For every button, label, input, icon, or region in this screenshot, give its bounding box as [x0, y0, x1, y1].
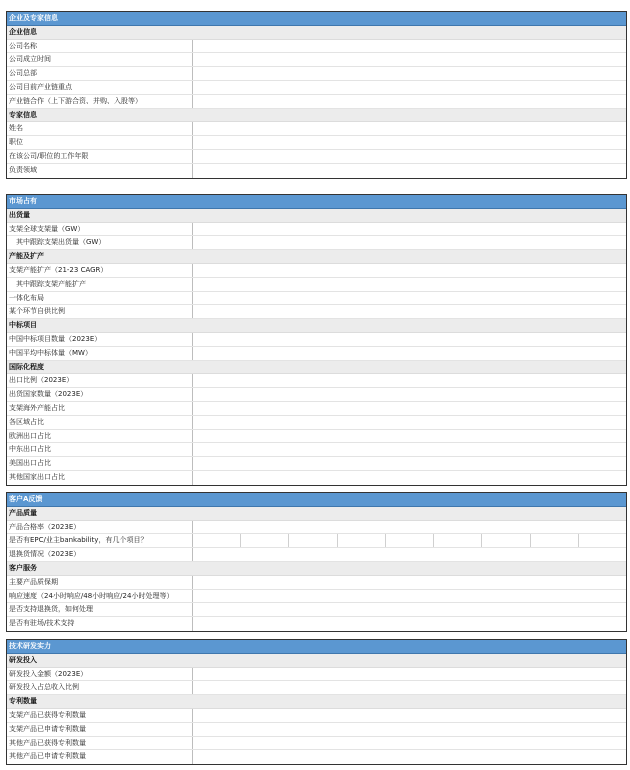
table-row	[7, 457, 626, 471]
row-label: 职位	[7, 136, 193, 149]
table-row	[7, 164, 626, 178]
row-label: 负责领域	[7, 164, 193, 178]
row-label: 是否有EPC/业主bankability，有几个项目？	[7, 534, 193, 547]
table-row	[7, 443, 626, 457]
table-row	[7, 223, 626, 237]
section-header	[7, 695, 626, 709]
value-cell[interactable]	[193, 681, 626, 694]
table-header	[7, 12, 626, 26]
value-cell[interactable]	[193, 264, 626, 277]
table-row	[7, 709, 626, 723]
value-cell[interactable]	[386, 534, 434, 547]
table-title: 市场占有	[9, 197, 37, 205]
table-row	[7, 81, 626, 95]
table-row	[7, 430, 626, 444]
value-cell[interactable]	[193, 374, 626, 387]
section-header	[7, 562, 626, 576]
row-label: 其中跟踪支架出货量（GW）	[7, 236, 193, 249]
table-header	[7, 195, 626, 209]
table-row	[7, 374, 626, 388]
row-label: 响应速度（24小时响应/48小时响应/24小时处理等）	[7, 590, 193, 603]
value-cell[interactable]	[193, 388, 626, 401]
rd-strength-table	[6, 639, 627, 765]
value-cell[interactable]	[193, 347, 626, 360]
table-title: 客户A反馈	[9, 495, 43, 503]
section-label: 国际化程度	[9, 362, 44, 371]
table-row	[7, 416, 626, 430]
market-share-table	[6, 194, 627, 486]
value-cell[interactable]	[193, 430, 626, 443]
table-row	[7, 737, 626, 751]
value-cell[interactable]	[193, 67, 626, 80]
table-row	[7, 333, 626, 347]
value-cell[interactable]	[193, 122, 626, 135]
row-label: 各区域占比	[7, 416, 193, 429]
row-label: 其他产品已获得专利数量	[7, 737, 193, 750]
table-row	[7, 750, 626, 764]
section-header	[7, 507, 626, 521]
table-row	[7, 236, 626, 250]
value-cell[interactable]	[241, 534, 289, 547]
row-label: 中国中标项目数量（2023E）	[7, 333, 193, 346]
section-label: 专利数量	[9, 697, 37, 706]
table-row	[7, 617, 626, 631]
row-label: 中国平均中标体量（MW）	[7, 347, 193, 360]
row-label: 在该公司/职位的工作年限	[7, 150, 193, 163]
row-label: 支架海外产能占比	[7, 402, 193, 415]
value-cell[interactable]	[193, 95, 626, 108]
table-row	[7, 590, 626, 604]
table-row	[7, 548, 626, 562]
table-row	[7, 388, 626, 402]
value-cell[interactable]	[193, 709, 626, 722]
value-cell[interactable]	[193, 136, 626, 149]
table-row	[7, 122, 626, 136]
value-cell[interactable]	[193, 471, 626, 485]
table-row	[7, 278, 626, 292]
section-label: 中标项目	[9, 321, 37, 330]
section-header	[7, 250, 626, 264]
row-label: 公司名称	[7, 40, 193, 53]
section-label: 出货量	[9, 210, 30, 219]
value-cell[interactable]	[579, 534, 626, 547]
row-label: 其中跟踪支架产能扩产	[7, 278, 193, 291]
value-cell[interactable]	[531, 534, 579, 547]
table-row	[7, 402, 626, 416]
row-label: 研发投入金额（2023E）	[7, 668, 193, 681]
row-label: 出口比例（2023E）	[7, 374, 193, 387]
value-cell[interactable]	[193, 402, 626, 415]
value-cell[interactable]	[193, 40, 626, 53]
section-header	[7, 109, 626, 123]
value-cell[interactable]	[193, 305, 626, 318]
row-label: 支架产能扩产（21-23 CAGR）	[7, 264, 193, 277]
section-label: 企业信息	[9, 27, 37, 36]
row-label: 欧洲出口占比	[7, 430, 193, 443]
row-label: 美国出口占比	[7, 457, 193, 470]
value-cell[interactable]	[193, 81, 626, 94]
row-label: 是否支持退换货，如何处理	[7, 603, 193, 616]
value-cell[interactable]	[193, 150, 626, 163]
row-label: 某个环节自供比例	[7, 305, 193, 318]
section-header	[7, 26, 626, 40]
value-cell[interactable]	[193, 236, 626, 249]
customer-a-feedback-table	[6, 492, 627, 632]
value-cell[interactable]	[193, 333, 626, 346]
table-row	[7, 150, 626, 164]
row-label: 支架全球支架量（GW）	[7, 223, 193, 236]
row-label: 公司目前产业链重点	[7, 81, 193, 94]
value-cell[interactable]	[193, 737, 626, 750]
section-label: 研发投入	[9, 655, 37, 664]
value-cell[interactable]	[338, 534, 386, 547]
table-header	[7, 640, 626, 654]
value-cell[interactable]	[193, 603, 626, 616]
table-row	[7, 347, 626, 361]
section-label: 产品质量	[9, 508, 37, 517]
row-label: 出货国家数量（2023E）	[7, 388, 193, 401]
value-cell[interactable]	[193, 443, 626, 456]
row-label: 主要产品质保期	[7, 576, 193, 589]
table-row	[7, 136, 626, 150]
row-label: 支架产品已申请专利数量	[7, 723, 193, 736]
table-row	[7, 534, 626, 548]
enterprise-expert-info-table	[6, 11, 627, 179]
value-cell[interactable]	[193, 668, 626, 681]
row-label: 公司成立时间	[7, 53, 193, 66]
table-row	[7, 292, 626, 306]
table-header	[7, 493, 626, 507]
value-cell[interactable]	[193, 548, 626, 561]
row-label: 研发投入占总收入比例	[7, 681, 193, 694]
value-cell[interactable]	[193, 590, 626, 603]
row-label: 一体化布局	[7, 292, 193, 305]
section-header	[7, 319, 626, 333]
value-cell[interactable]	[193, 521, 626, 534]
table-row	[7, 471, 626, 485]
row-label: 产业链合作（上下游合资、并购、入股等）	[7, 95, 193, 108]
value-cell[interactable]	[193, 416, 626, 429]
value-cell[interactable]	[193, 278, 626, 291]
table-row	[7, 668, 626, 682]
section-label: 客户服务	[9, 563, 37, 572]
row-label: 是否有驻场/技术支持	[7, 617, 193, 631]
value-cell[interactable]	[193, 457, 626, 470]
row-label: 其他国家出口占比	[7, 471, 193, 485]
value-cell[interactable]	[193, 164, 626, 178]
table-title: 企业及专家信息	[9, 14, 58, 22]
table-title: 技术研发实力	[9, 642, 51, 650]
value-cell[interactable]	[193, 223, 626, 236]
value-cell[interactable]	[482, 534, 530, 547]
section-label: 专家信息	[9, 110, 37, 119]
section-header	[7, 654, 626, 668]
row-label: 公司总部	[7, 67, 193, 80]
value-cell[interactable]	[193, 292, 626, 305]
value-cell[interactable]	[193, 750, 626, 764]
table-row	[7, 40, 626, 54]
table-row	[7, 681, 626, 695]
table-row	[7, 264, 626, 278]
table-row	[7, 521, 626, 535]
section-header	[7, 361, 626, 375]
table-row	[7, 576, 626, 590]
row-label: 姓名	[7, 122, 193, 135]
row-label: 中东出口占比	[7, 443, 193, 456]
value-cell[interactable]	[193, 534, 241, 547]
row-label: 支架产品已获得专利数量	[7, 709, 193, 722]
table-row	[7, 53, 626, 67]
value-cell[interactable]	[434, 534, 482, 547]
section-header	[7, 209, 626, 223]
row-label: 退换货情况（2023E）	[7, 548, 193, 561]
value-cell[interactable]	[193, 617, 626, 631]
value-cell[interactable]	[289, 534, 337, 547]
table-row	[7, 603, 626, 617]
value-cell[interactable]	[193, 723, 626, 736]
table-row	[7, 67, 626, 81]
row-label: 其他产品已申请专利数量	[7, 750, 193, 764]
table-row	[7, 95, 626, 109]
value-cell[interactable]	[193, 576, 626, 589]
row-label: 产品合格率（2023E）	[7, 521, 193, 534]
table-row	[7, 723, 626, 737]
table-row	[7, 305, 626, 319]
section-label: 产能及扩产	[9, 252, 44, 261]
value-cell[interactable]	[193, 53, 626, 66]
